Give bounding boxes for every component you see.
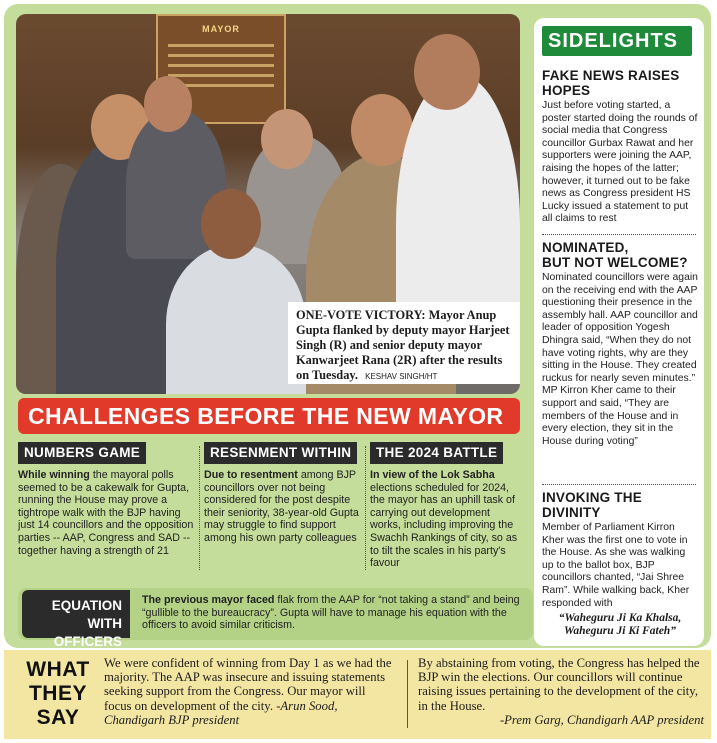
sidelight-heading: BUT NOT WELCOME? <box>542 255 688 270</box>
sidelights-banner: SIDELIGHTS <box>542 26 692 56</box>
sidelight-divider <box>542 484 696 485</box>
equation-label-line2: WITH OFFICERS <box>53 616 122 649</box>
sidelight-quote: “Waheguru Ji Ka Khalsa, Waheguru Ji Ki Fateh” <box>558 612 682 638</box>
challenge-heading: NUMBERS GAME <box>18 442 146 464</box>
photo-caption <box>288 302 520 384</box>
challenge-text: the mayoral polls seemed to be a cakewalk for Gupta, running the House may prove a tightrope walk with the BJP having just 14 councillors and the opposition parties -- AAP, Congress and SAD -- together having a strength of 21 <box>18 469 194 557</box>
equation-label <box>22 590 130 649</box>
challenge-heading: THE 2024 BATTLE <box>370 442 503 464</box>
challenge-2024-battle <box>370 442 522 572</box>
quote-aap <box>418 656 704 727</box>
what-they-say-box <box>4 650 711 739</box>
person-head <box>144 76 192 132</box>
challenge-body <box>370 469 522 570</box>
person-figure <box>166 244 306 394</box>
quote-bjp <box>104 656 396 727</box>
sidelight-divider <box>542 234 696 235</box>
photo-credit: KESHAV SINGH/HT <box>365 372 438 381</box>
honour-board-title: MAYOR <box>202 24 240 34</box>
quote-attribution: -Arun Sood, Chandigarh BJP president <box>104 698 338 727</box>
person-head <box>414 34 480 110</box>
challenge-text: elections scheduled for 2024, the mayor has an uphill task of carrying out development works, including improving the Swachh Rankings of city, so as to tilt the scales in his party's favour <box>370 481 518 570</box>
equation-lead: The previous mayor faced <box>142 594 275 606</box>
sidelight-body: Member of Parliament Kirron Kher was the first one to vote in the House. As she was walking up to the ballot box, BJP councillors chanted, “Jai Shree Ram”. While walking back, Kher responded with <box>542 522 690 609</box>
equation-body: flak from the AAP for “not taking a stand” and being “gullible to the bureaucracy”. Gupta will have to manage his equation with the officers to avoid similar criticism. <box>142 594 520 632</box>
person-head <box>261 109 313 169</box>
sidelights-panel <box>534 18 704 646</box>
what-they-say-line2: THEY SAY <box>28 682 87 729</box>
quote-text: We were confident of winning from Day 1 as we had the majority. The AAP was insecure and issuing statements seeking support from the Congress. Our mayor will focus on development of the city. <box>104 656 392 713</box>
column-divider <box>365 446 366 570</box>
challenge-resentment <box>204 442 364 572</box>
challenge-text: among BJP councillors over not being considered for the post despite their seniority, 38-year-old Gupta may struggle to find support among his own party colleagues <box>204 469 359 544</box>
quote-divider <box>407 660 408 728</box>
equation-label-line1: EQUATION <box>51 598 122 613</box>
challenge-lead: Due to resentment <box>204 469 298 481</box>
challenge-heading: RESENMENT WITHIN <box>204 442 357 464</box>
equation-box <box>18 588 533 649</box>
quote-attribution: -Prem Garg, Chandigarh AAP president <box>499 712 704 727</box>
challenges-banner: CHALLENGES BEFORE THE NEW MAYOR <box>18 398 520 434</box>
sidelight-heading: NOMINATED, <box>542 240 629 255</box>
sidelight-fake-news <box>542 68 698 226</box>
challenge-body <box>18 469 198 557</box>
challenge-lead: In view of the Lok Sabha <box>370 469 495 481</box>
person-head <box>201 189 261 259</box>
sidelight-divinity <box>542 490 698 638</box>
sidelight-heading: FAKE NEWS RAISES HOPES <box>542 68 680 98</box>
column-divider <box>199 446 200 570</box>
sidelight-nominated <box>542 240 698 448</box>
quote-text: By abstaining from voting, the Congress has helped the BJP win the elections. Our councillors will continue raising issues pertaining to the development of the city, in the House. <box>418 656 700 713</box>
photo-caption-text: ONE-VOTE VICTORY: Mayor Anup Gupta flanked by deputy mayor Harjeet Singh (R) and senior deputy mayor Kanwarjeet Rana (2R) after the results on Tuesday. <box>296 308 510 382</box>
challenge-lead: While winning <box>18 469 90 481</box>
challenge-numbers-game <box>18 442 198 572</box>
equation-text <box>142 594 526 632</box>
sidelight-body: Just before voting started, a poster started doing the rounds of social media that Congress councillor Gurbax Rawat and her supporters were joining the AAP, raising the hopes of the latter; however, it turned out to be fake news as Congress president HS Lucky issued a statement to put all claims to rest <box>542 100 698 225</box>
what-they-say-line1: WHAT <box>26 658 90 681</box>
what-they-say-label <box>18 658 98 730</box>
sidelight-heading: INVOKING THE DIVINITY <box>542 490 642 520</box>
sidelight-body: Nominated councillors were again on the receiving end with the AAP questioning their presence in the assembly hall. AAP councillor and leader of opposition Yogesh Dhingra said, “When they do not have voting rights, why are they sitting in the House. They created ruckus for nearly seven minutes.” MP Kirron Kher came to their support and said, “They are members of the House and in every election, they sit in the House during voting” <box>542 272 698 447</box>
challenge-body <box>204 469 364 545</box>
